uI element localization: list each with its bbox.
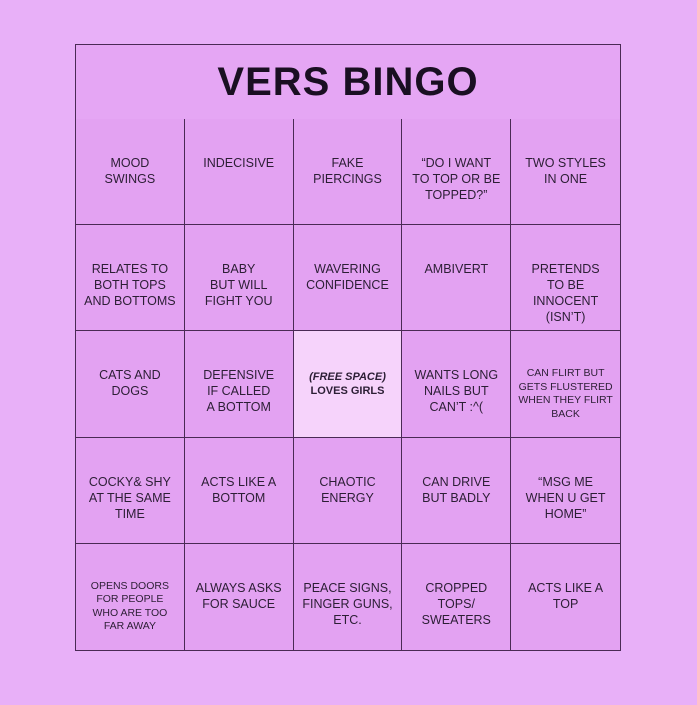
bingo-cell[interactable] (294, 225, 403, 331)
free-space-text (309, 370, 386, 398)
bingo-cell-text: ACTS LIKE A BOTTOM (201, 474, 277, 505)
bingo-cell-text: CHAOTIC ENERGY (319, 474, 376, 505)
bingo-cell-text: CAN FLIRT BUT GETS FLUSTERED WHEN THEY FLIRT BACK (518, 367, 613, 420)
bingo-cell-text: CROPPED TOPS/ SWEATERS (421, 580, 491, 627)
bingo-cell[interactable] (294, 544, 403, 650)
bingo-cell[interactable] (402, 225, 511, 331)
bingo-cell-text: MOOD SWINGS (104, 156, 156, 186)
bingo-cell-text: ACTS LIKE A TOP (528, 580, 604, 611)
bingo-cell[interactable] (185, 438, 294, 544)
bingo-cell-text: RELATES TO BOTH TOPS AND BOTTOMS (84, 262, 176, 309)
bingo-cell[interactable] (511, 225, 620, 331)
bingo-cell-text: TWO STYLES IN ONE (525, 156, 606, 186)
bingo-cell[interactable] (76, 331, 185, 437)
free-space-label: (FREE SPACE) (309, 370, 386, 383)
bingo-grid (76, 119, 620, 650)
bingo-cell[interactable] (294, 119, 403, 225)
bingo-cell-text: CAN DRIVE BUT BADLY (422, 474, 491, 505)
bingo-cell-text: “DO I WANT TO TOP OR BE TOPPED?” (412, 156, 501, 202)
bingo-cell[interactable] (402, 438, 511, 544)
bingo-card (75, 44, 621, 651)
bingo-cell[interactable] (402, 331, 511, 437)
bingo-cell-text: “MSG ME WHEN U GET HOME” (525, 474, 606, 521)
bingo-cell[interactable] (511, 331, 620, 437)
bingo-cell-text: BABY BUT WILL FIGHT YOU (204, 262, 273, 309)
bingo-cell[interactable] (511, 438, 620, 544)
bingo-cell[interactable] (511, 544, 620, 650)
bingo-cell[interactable] (185, 225, 294, 331)
title-bar (76, 45, 620, 120)
bingo-cell-text: DEFENSIVE IF CALLED A BOTTOM (203, 368, 275, 415)
bingo-cell-text: WAVERING CONFIDENCE (306, 262, 389, 293)
bingo-cell[interactable] (402, 544, 511, 650)
bingo-cell-text: INDECISIVE (203, 156, 275, 170)
bingo-cell[interactable] (76, 119, 185, 225)
bingo-cell-text: WANTS LONG NAILS BUT CAN’T :^( (414, 368, 499, 415)
bingo-cell[interactable] (185, 119, 294, 225)
bingo-cell-text: PRETENDS TO BE INNOCENT (ISN’T) (531, 262, 600, 325)
bingo-cell[interactable] (294, 438, 403, 544)
bingo-cell-free-space[interactable] (294, 331, 403, 437)
bingo-cell[interactable] (185, 331, 294, 437)
bingo-cell[interactable] (402, 119, 511, 225)
bingo-cell[interactable] (76, 438, 185, 544)
bingo-cell[interactable] (185, 544, 294, 650)
bingo-cell[interactable] (511, 119, 620, 225)
bingo-cell-text: COCKY& SHY AT THE SAME TIME (88, 474, 171, 521)
bingo-cell[interactable] (76, 544, 185, 650)
bingo-cell-text: PEACE SIGNS, FINGER GUNS, ETC. (302, 580, 393, 627)
bingo-cell[interactable] (76, 225, 185, 331)
page-title: VERS BINGO (217, 59, 479, 104)
bingo-cell-text: ALWAYS ASKS FOR SAUCE (195, 580, 282, 611)
bingo-cell-text: FAKE PIERCINGS (313, 156, 382, 186)
free-space-value: LOVES GIRLS (310, 384, 385, 397)
bingo-cell-text: CATS AND DOGS (99, 368, 161, 399)
bingo-cell-text: OPENS DOORS FOR PEOPLE WHO ARE TOO FAR AWAY (90, 579, 169, 633)
bingo-cell-text: AMBIVERT (424, 262, 489, 277)
